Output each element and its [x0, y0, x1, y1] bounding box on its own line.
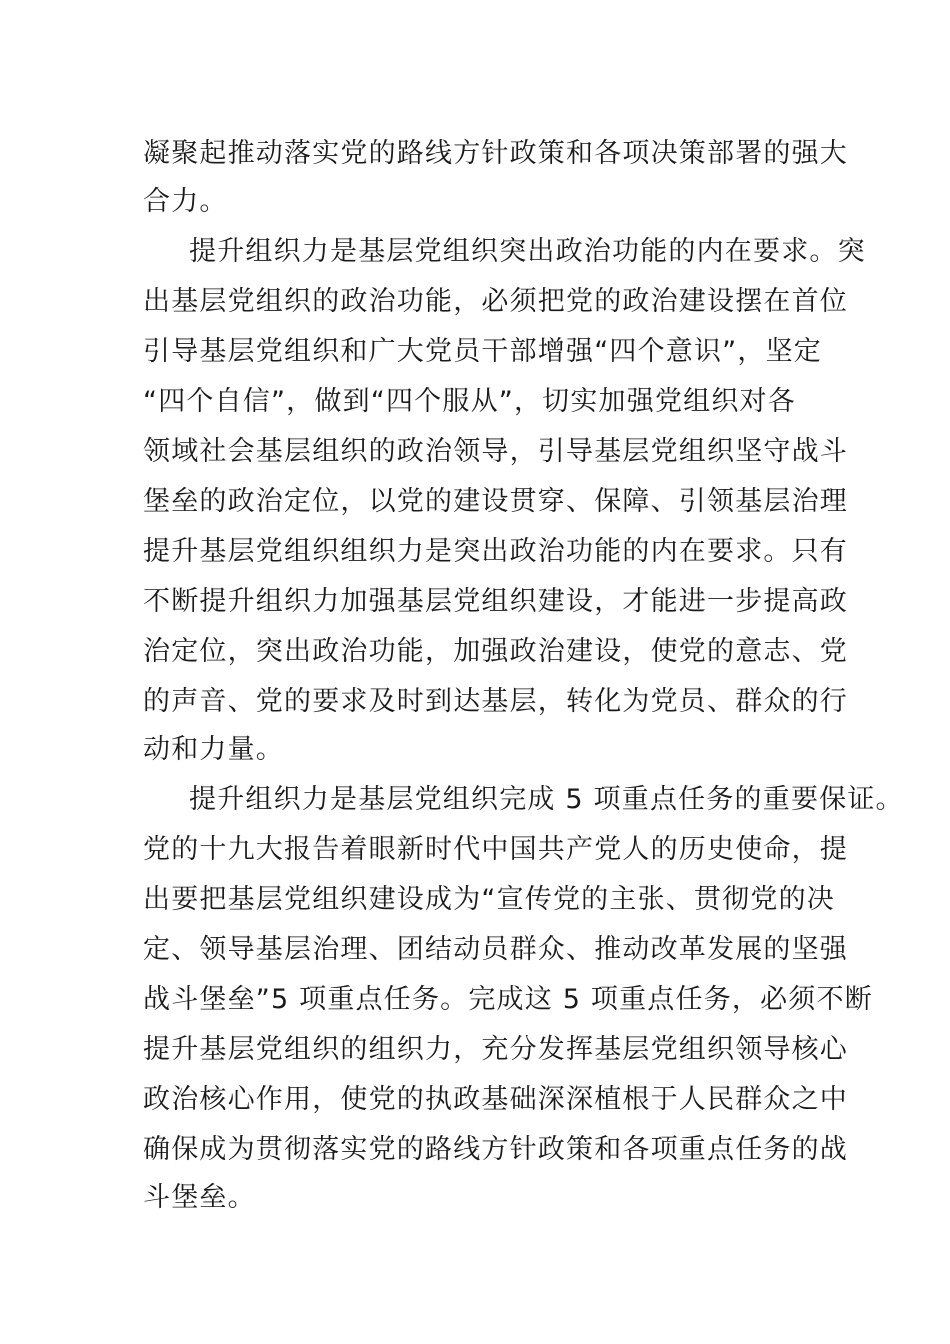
text-line: 确保成为贯彻落实党的路线方针政策和各项重点任务的战	[143, 1134, 848, 1165]
text-line: 出要把基层党组织建设成为“宣传党的主张、贯彻党的决	[143, 884, 835, 915]
text-line: 提升基层党组织组织力是突出政治功能的内在要求。只有	[143, 536, 848, 567]
text-line: 战斗堡垒”5 项重点任务。完成这 5 项重点任务，必须不断	[143, 984, 873, 1015]
text-line: 定、领导基层治理、团结动员群众、推动改革发展的坚强	[143, 934, 848, 965]
text-line: “四个自信”，做到“四个服从”，切实加强党组织对各	[143, 386, 796, 417]
text-line: 引导基层党组织和广大党员干部增强“四个意识”，坚定	[143, 336, 822, 367]
text-line: 动和力量。	[143, 734, 284, 765]
text-line: 合力。	[143, 186, 228, 217]
paragraph-first-line: 提升组织力是基层党组织突出政治功能的内在要求。突	[189, 236, 866, 267]
paragraph-first-line: 提升组织力是基层党组织完成 5 项重点任务的重要保证。	[189, 784, 904, 815]
text-line: 政治核心作用，使党的执政基础深深植根于人民群众之中	[143, 1084, 848, 1115]
text-line: 凝聚起推动落实党的路线方针政策和各项决策部署的强大	[143, 138, 848, 169]
text-line: 堡垒的政治定位，以党的建设贯穿、保障、引领基层治理	[143, 486, 848, 517]
text-line: 出基层党组织的政治功能，必须把党的政治建设摆在首位	[143, 286, 848, 317]
text-line: 领域社会基层组织的政治领导，引导基层党组织坚守战斗	[143, 436, 848, 467]
text-line: 治定位，突出政治功能，加强政治建设，使党的意志、党	[143, 636, 848, 667]
text-line: 党的十九大报告着眼新时代中国共产党人的历史使命，提	[143, 834, 848, 865]
text-line: 斗堡垒。	[143, 1182, 256, 1213]
text-line: 提升基层党组织的组织力，充分发挥基层党组织领导核心	[143, 1034, 848, 1065]
text-line: 的声音、党的要求及时到达基层，转化为党员、群众的行	[143, 686, 848, 717]
text-line: 不断提升组织力加强基层党组织建设，才能进一步提高政	[143, 586, 848, 617]
